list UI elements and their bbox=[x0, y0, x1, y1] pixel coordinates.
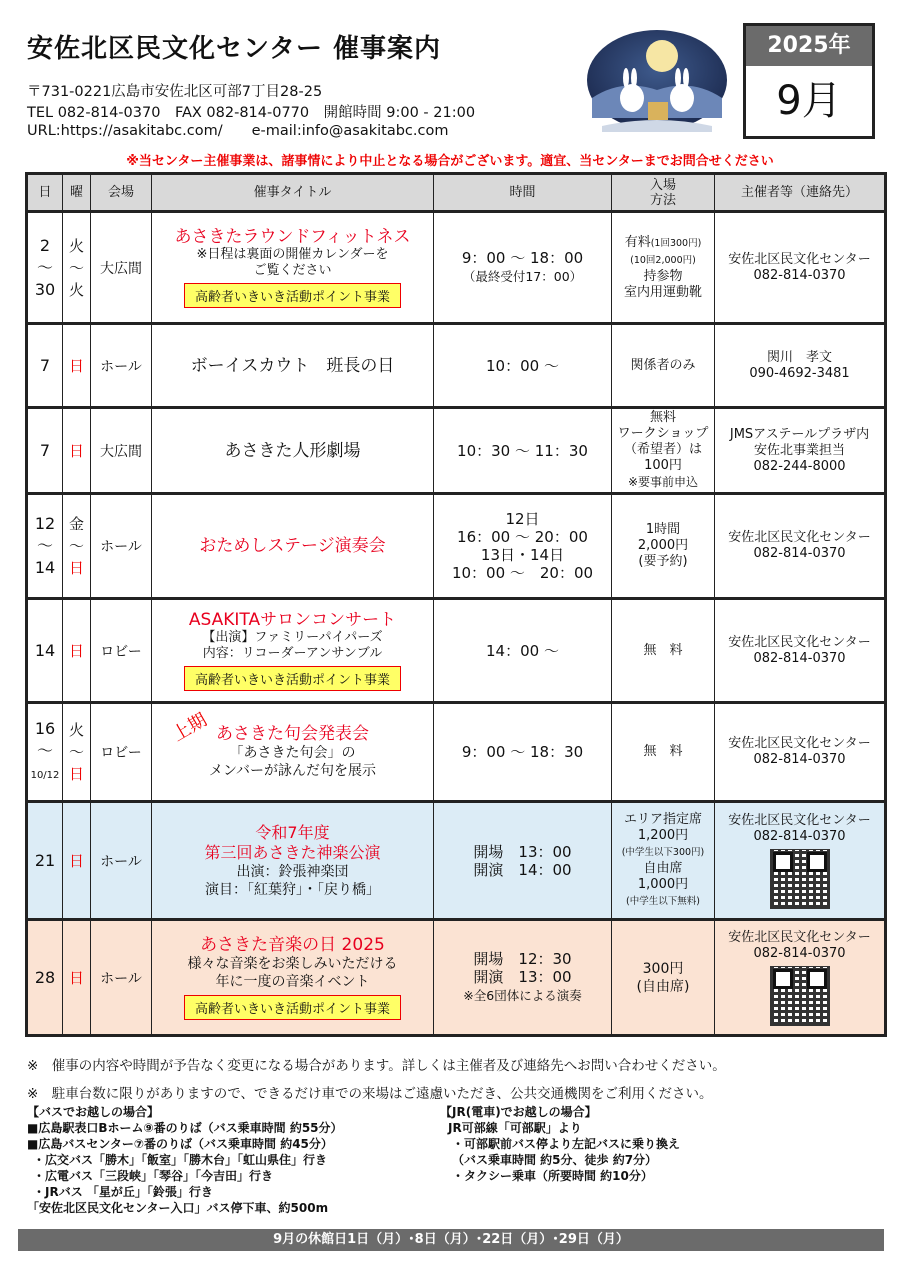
qr-code-icon[interactable] bbox=[770, 966, 830, 1026]
header-weekday: 曜 bbox=[63, 174, 91, 212]
table-row bbox=[27, 212, 886, 324]
title-cell bbox=[152, 599, 434, 703]
notice-text: ※当センター主催事業は、諸事情により中止となる場合がございます。適宜、当センターまでお問合せください bbox=[126, 154, 774, 169]
senior-point-badge: 高齢者いきいき活動ポイント事業 bbox=[184, 666, 401, 691]
website-link[interactable]: URL:https://asakitabc.com/ bbox=[27, 123, 223, 139]
date-cell: 7 bbox=[27, 408, 63, 494]
table-row bbox=[27, 324, 886, 408]
admission-cell: 有料(1回300円) (10回2,000円) 持参物 室内用運動靴 bbox=[612, 212, 715, 324]
opening-hours: 開館時間 9:00 - 21:00 bbox=[323, 105, 476, 121]
time-cell: 9：00 〜 18：30 bbox=[434, 703, 612, 802]
jr-line: JR可部線「可部駅」より bbox=[448, 1121, 582, 1135]
organizer-cell: 安佐北区民文化センター 082-814-0370 bbox=[715, 212, 886, 324]
date-cell: 12 〜 14 bbox=[27, 494, 63, 599]
table-row bbox=[27, 920, 886, 1036]
admission-cell: 無 料 bbox=[612, 599, 715, 703]
title-cell bbox=[152, 408, 434, 494]
title-cell bbox=[152, 212, 434, 324]
organizer-cell: 関川 孝文 090-4692-3481 bbox=[715, 324, 886, 408]
jr-line: ・タクシー乗車（所要時間 約10分） bbox=[452, 1169, 653, 1183]
admission-cell: 1時間 2,000円 (要予約) bbox=[612, 494, 715, 599]
venue-cell: ホール bbox=[91, 324, 152, 408]
event-sub: 出演：鈴張神楽団 演目：「紅葉狩」・「戻り橋」 bbox=[205, 863, 380, 898]
header-admission-2: 方法 bbox=[649, 192, 676, 208]
time-cell: 開場 12：30 開演 13：00 ※全6団体による演奏 bbox=[434, 920, 612, 1036]
time-cell: 12日 16：00 〜 20：00 13日・14日 10：00 〜 20：00 bbox=[434, 494, 612, 599]
venue-cell: 大広間 bbox=[91, 212, 152, 324]
admission-cell: 無 料 bbox=[612, 703, 715, 802]
event-title: おためしステージ演奏会 bbox=[199, 536, 386, 556]
title-cell bbox=[152, 920, 434, 1036]
weekday-cell: 火 〜 火 bbox=[63, 212, 91, 324]
date-cell: 2 〜 30 bbox=[27, 212, 63, 324]
bus-line: ・JRバス 「星が丘」「鈴張」行き bbox=[33, 1185, 213, 1199]
qr-code-icon[interactable] bbox=[770, 849, 830, 909]
header-admission-1: 入場 bbox=[649, 177, 676, 193]
closed-days-banner: 9月の休館日1日（月）･8日（月）･22日（月）･29日（月） bbox=[18, 1229, 884, 1251]
events-table bbox=[25, 172, 887, 1037]
date-cell: 16 〜 10/12 bbox=[27, 703, 63, 802]
admission-cell: 無料 ワークショップ （希望者）は 100円 ※要事前申込 bbox=[612, 408, 715, 494]
header-date: 日 bbox=[27, 174, 63, 212]
bus-line: ・広電バス「三段峡」「琴谷」「今吉田」行き bbox=[33, 1169, 274, 1183]
time-cell: 開場 13：00 開演 14：00 bbox=[434, 802, 612, 920]
table-row bbox=[27, 494, 886, 599]
event-sub: 【出演】ファミリーパイパーズ 内容：リコーダーアンサンブル bbox=[202, 630, 383, 661]
fax: FAX 082-814-0770 bbox=[174, 105, 310, 121]
weekday-cell: 日 bbox=[63, 599, 91, 703]
admission-cell: 関係者のみ bbox=[612, 324, 715, 408]
time-cell: 10：00 〜 bbox=[434, 324, 612, 408]
title-cell bbox=[152, 802, 434, 920]
organizer-cell: 安佐北区民文化センター 082-814-0370 bbox=[715, 703, 886, 802]
jr-access bbox=[440, 1104, 680, 1184]
event-title: 令和7年度 第三回あさきた神楽公演 bbox=[204, 822, 381, 862]
admission-cell: エリア指定席 1,200円 (中学生以下300円) 自由席 1,000円 (中学生以下無料) bbox=[612, 802, 715, 920]
title-cell bbox=[152, 703, 434, 802]
table-header-row bbox=[27, 174, 886, 212]
organizer-cell: 安佐北区民文化センター 082-814-0370 bbox=[715, 494, 886, 599]
date-box bbox=[743, 23, 875, 139]
venue-cell: 大広間 bbox=[91, 408, 152, 494]
header-admission bbox=[612, 174, 715, 212]
time-cell: 10：30 〜 11：30 bbox=[434, 408, 612, 494]
tel: TEL 082-814-0370 bbox=[27, 105, 161, 121]
header-time: 時間 bbox=[434, 174, 612, 212]
header-title: 催事タイトル bbox=[152, 174, 434, 212]
weekday-cell: 火 〜 日 bbox=[63, 703, 91, 802]
time-cell: 9：00 〜 18：00 （最終受付17：00） bbox=[434, 212, 612, 324]
venue-cell: ロビー bbox=[91, 599, 152, 703]
event-title: ASAKITAサロンコンサート bbox=[188, 610, 397, 630]
venue-cell: ホール bbox=[91, 494, 152, 599]
date-cell: 28 bbox=[27, 920, 63, 1036]
table-row bbox=[27, 703, 886, 802]
date-cell: 14 bbox=[27, 599, 63, 703]
event-title: あさきた人形劇場 bbox=[224, 440, 361, 461]
header bbox=[0, 0, 900, 169]
organizer-cell: JMSアステールプラザ内 安佐北事業担当 082-244-8000 bbox=[715, 408, 886, 494]
bus-line: ■広島バスセンター⑦番のりば（バス乗車時間 約45分） bbox=[27, 1137, 333, 1151]
page-title: 安佐北区民文化センター 催事案内 bbox=[27, 34, 442, 64]
moon-rabbit-illustration bbox=[582, 28, 732, 140]
title-cell bbox=[152, 324, 434, 408]
date-cell: 7 bbox=[27, 324, 63, 408]
weekday-cell: 日 bbox=[63, 802, 91, 920]
bus-line: ■広島駅表口Bホーム⑨番のりば（バス乗車時間 約55分） bbox=[27, 1121, 343, 1135]
admission-cell: 300円 (自由席) bbox=[612, 920, 715, 1036]
event-title: ボーイスカウト 班長の日 bbox=[190, 355, 395, 376]
weekday-cell: 日 bbox=[63, 920, 91, 1036]
note-change: ※ 催事の内容や時間が予告なく変更になる場合があります。詳しくは主催者及び連絡先へお問い合わせください。 bbox=[27, 1058, 726, 1074]
time-cell: 14：00 〜 bbox=[434, 599, 612, 703]
url-line bbox=[27, 119, 448, 140]
bus-line: ・広交バス「勝木」「飯室」「勝木台」「虹山県住」行き bbox=[33, 1153, 328, 1167]
event-sub: 様々な音楽をお楽しみいただける 年に一度の音楽イベント bbox=[187, 956, 398, 990]
jr-line: （バス乗車時間 約5分、徒歩 約7分） bbox=[452, 1153, 658, 1167]
event-title: 上期 あさきた句会発表会 bbox=[168, 709, 369, 746]
email-link[interactable]: e-mail:info@asakitabc.com bbox=[251, 123, 449, 139]
organizer-cell: 安佐北区民文化センター 082-814-0370 bbox=[715, 920, 886, 1036]
event-sub: ※日程は裏面の開催カレンダーを ご覧ください bbox=[196, 247, 389, 278]
venue-cell: ホール bbox=[91, 802, 152, 920]
date-cell: 21 bbox=[27, 802, 63, 920]
bus-access bbox=[27, 1104, 343, 1216]
title-cell bbox=[152, 494, 434, 599]
jr-line: ・可部駅前バス停より左記バスに乗り換え bbox=[452, 1137, 681, 1151]
table-row bbox=[27, 408, 886, 494]
bus-line: 「安佐北区民文化センター入口」バス停下車、約500m bbox=[27, 1201, 329, 1215]
venue-cell: ホール bbox=[91, 920, 152, 1036]
table-row bbox=[27, 802, 886, 920]
jr-heading: 【JR(電車)でお越しの場合】 bbox=[440, 1105, 597, 1119]
weekday-cell: 日 bbox=[63, 408, 91, 494]
header-organizer: 主催者等（連絡先） bbox=[715, 174, 886, 212]
address: 〒731-0221広島市安佐北区可部7丁目28-25 bbox=[27, 84, 323, 100]
event-title: あさきた音楽の日 2025 bbox=[200, 935, 385, 955]
weekday-cell: 日 bbox=[63, 324, 91, 408]
bus-heading: 【バスでお越しの場合】 bbox=[27, 1105, 160, 1119]
month-label: 9月 bbox=[776, 78, 842, 124]
senior-point-badge: 高齢者いきいき活動ポイント事業 bbox=[184, 995, 401, 1020]
venue-cell: ロビー bbox=[91, 703, 152, 802]
header-venue: 会場 bbox=[91, 174, 152, 212]
note-parking: ※ 駐車台数に限りがありますので、できるだけ車での来場はご遠慮いただき、公共交通機関をご利用ください。 bbox=[27, 1086, 713, 1102]
event-title: あさきたラウンドフィットネス bbox=[174, 227, 411, 247]
first-half-mark: 上期 bbox=[168, 709, 211, 746]
organizer-cell: 安佐北区民文化センター 082-814-0370 bbox=[715, 599, 886, 703]
senior-point-badge: 高齢者いきいき活動ポイント事業 bbox=[184, 283, 401, 308]
organizer-cell: 安佐北区民文化センター 082-814-0370 bbox=[715, 802, 886, 920]
weekday-cell: 金 〜 日 bbox=[63, 494, 91, 599]
table-row bbox=[27, 599, 886, 703]
event-sub: 「あさきた句会」の メンバーが詠んだ句を展示 bbox=[208, 745, 377, 779]
year-label: 2025年 bbox=[746, 26, 872, 66]
